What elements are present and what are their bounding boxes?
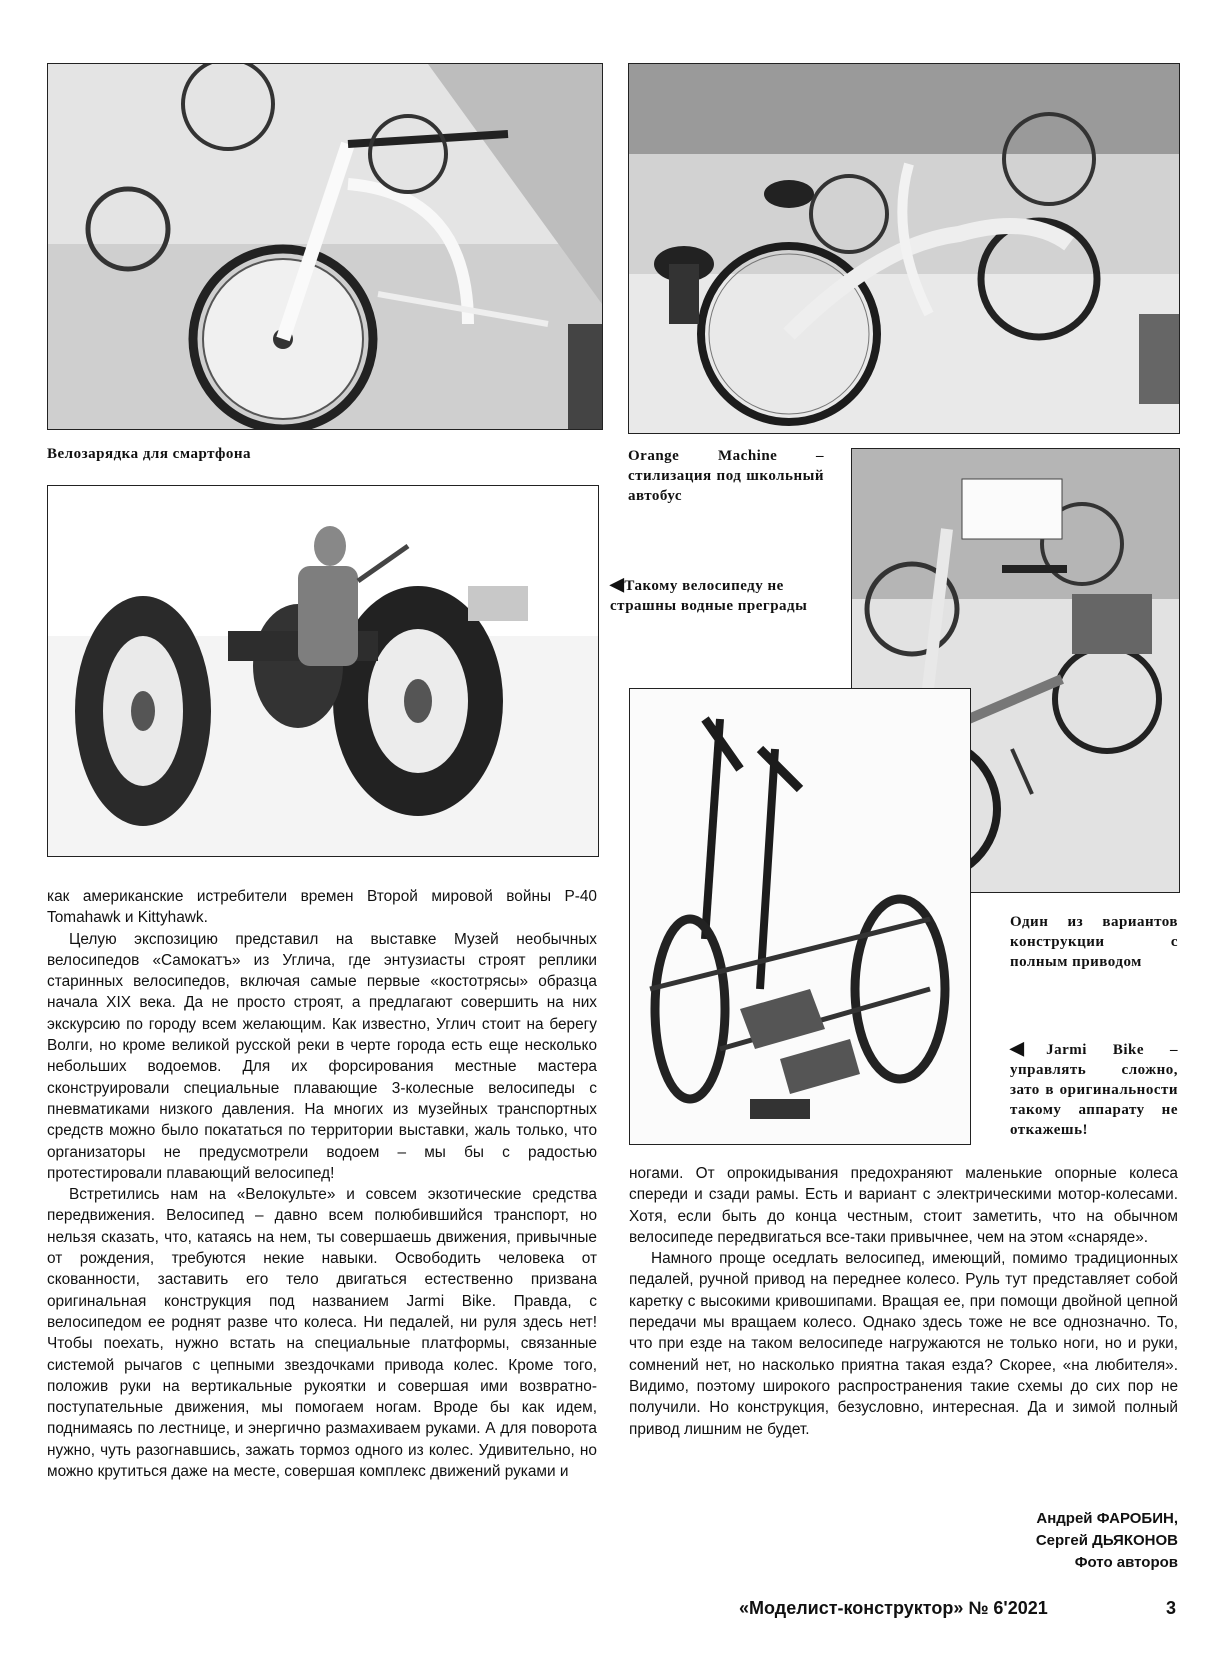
caption-jarmi-bike	[1010, 1038, 1178, 1140]
paragraph: Встретились нам на «Велокульте» и совсем экзотические средства передвижения. Велосипед – давно всем полюбившийся транспорт, но нельзя сказать, что, катаясь на нем, ты совершаешь движения, привычные от рождения, требуются некие навыки. Освободить человека от скованности, заставить его тело двигаться естественно призвана оригинальная конструкция под названием Jarmi Bike. Правда, с велосипедом ее роднят разве что колеса. Ни педалей, ни руля здесь нет! Чтобы поехать, нужно встать на специальные платформы, связанные системой рычагов с цепными звездочками привода колес. Кроме того, положив руки на вертикальные рукоятки и совершая ими возвратно-поступательные движения, мы помогаем ногам. Вроде бы как идем, поднимаясь по лестнице, и энергично размахиваем руками. А для поворота нужно, чуть разогнавшись, зажать тормоз одного из колес. Удивительно, но можно крутиться даже на месте, совершая комплекс движений руками и	[47, 1186, 597, 1481]
photo-jarmi-bike	[629, 688, 971, 1145]
authors-block	[1036, 1508, 1178, 1574]
photo-orange-machine	[628, 63, 1180, 434]
photo-jarmi-bike-art	[630, 689, 970, 1144]
photo-orange-machine-art	[629, 64, 1179, 433]
caption-orange-machine	[628, 446, 824, 506]
paragraph: Намного проще оседлать велосипед, имеющий, помимо традиционных педалей, ручной привод на переднее колесо. Руль тут представляет собой каретку с высокими кривошипами. Вращая ее, при помощи двойной цепной передачи мы вращаем колесо. Однако здесь тоже не все однозначно. То, что при езде на таком велосипеде нагружаются не только ноги, но и руки, сомнений нет, но насколько приятна такая езда? Скорее, «на любителя». Видимо, поэтому широкого распространения такие схемы до сих пор не получили. Но конструкция, безусловно, интересная. Да и зимой полный привод лишним не будет.	[629, 1250, 1178, 1438]
article-right-column	[629, 1163, 1178, 1440]
caption-text: Jarmi Bike – управлять сложно, зато в оригинальности такому аппарату не откажешь!	[1010, 1042, 1178, 1138]
caption-arrow-icon: ◀	[610, 574, 625, 594]
caption-arrow-icon: ◀	[1010, 1038, 1047, 1058]
footer-magazine: «Моделист-конструктор» № 6'2021	[739, 1598, 1048, 1618]
paragraph: ногами. От опрокидывания предохраняют маленькие опорные колеса спереди и сзади рамы. Есть и вариант с электрическими мотор-колесами. Хотя, если быть до конца честным, стоит заметить, что на обычном велосипеде передвигаться все-таки привычнее, чем на этом «снаряде».	[629, 1165, 1178, 1246]
photo-smartphone-charger-art	[48, 64, 602, 429]
photo-water-bike	[47, 485, 599, 857]
photo-smartphone-charger	[47, 63, 603, 430]
caption-text: Велозарядка для смартфона	[47, 446, 251, 462]
paragraph: как американские истребители времен Второй мировой войны Р-40 Tomahawk и Kittyhawk.	[47, 888, 597, 927]
caption-text: Orange Machine – стилизация под школьный автобус	[628, 448, 824, 504]
caption-text: Один из вариантов конструкции с полным приводом	[1010, 914, 1178, 970]
paragraph: Целую экспозицию представил на выставке Музей необычных велосипедов «Самокатъ» из Углича, где энтузиасты строят реплики старинных велосипедов, включая самые первые «костотрясы» образца начала XIX века. Да не просто строят, а предлагают совершить на них экскурсию по городу всем желающим. Как известно, Углич стоит на берегу Волги, но кроме великой русской реки в черте города есть еще несколько небольших водоемов. Для их форсирования местные мастера сконструировали специальные плавающие 3-колесные велосипеды с пневматиками низкого давления. На многих из музейных транспортных средств можно было покататься по территории выставки, жаль только, что организаторы не предусмотрели водоем – мы бы с радостью протестировали плавающий велосипед!	[47, 930, 597, 1182]
photo-water-bike-art	[48, 486, 598, 856]
caption-text: Такому велосипеду не страшны водные преграды	[610, 578, 808, 614]
article-left-column	[47, 886, 597, 1482]
caption-smartphone-charger	[47, 444, 347, 464]
author-1: Андрей ФАРОБИН,	[1036, 1510, 1178, 1527]
page-number: 3	[1166, 1598, 1177, 1618]
caption-water-bike	[610, 574, 826, 616]
author-2: Сергей ДЬЯКОНОВ	[1035, 1532, 1178, 1549]
caption-full-drive	[1010, 912, 1178, 972]
photo-credit: Фото авторов	[1074, 1554, 1178, 1571]
